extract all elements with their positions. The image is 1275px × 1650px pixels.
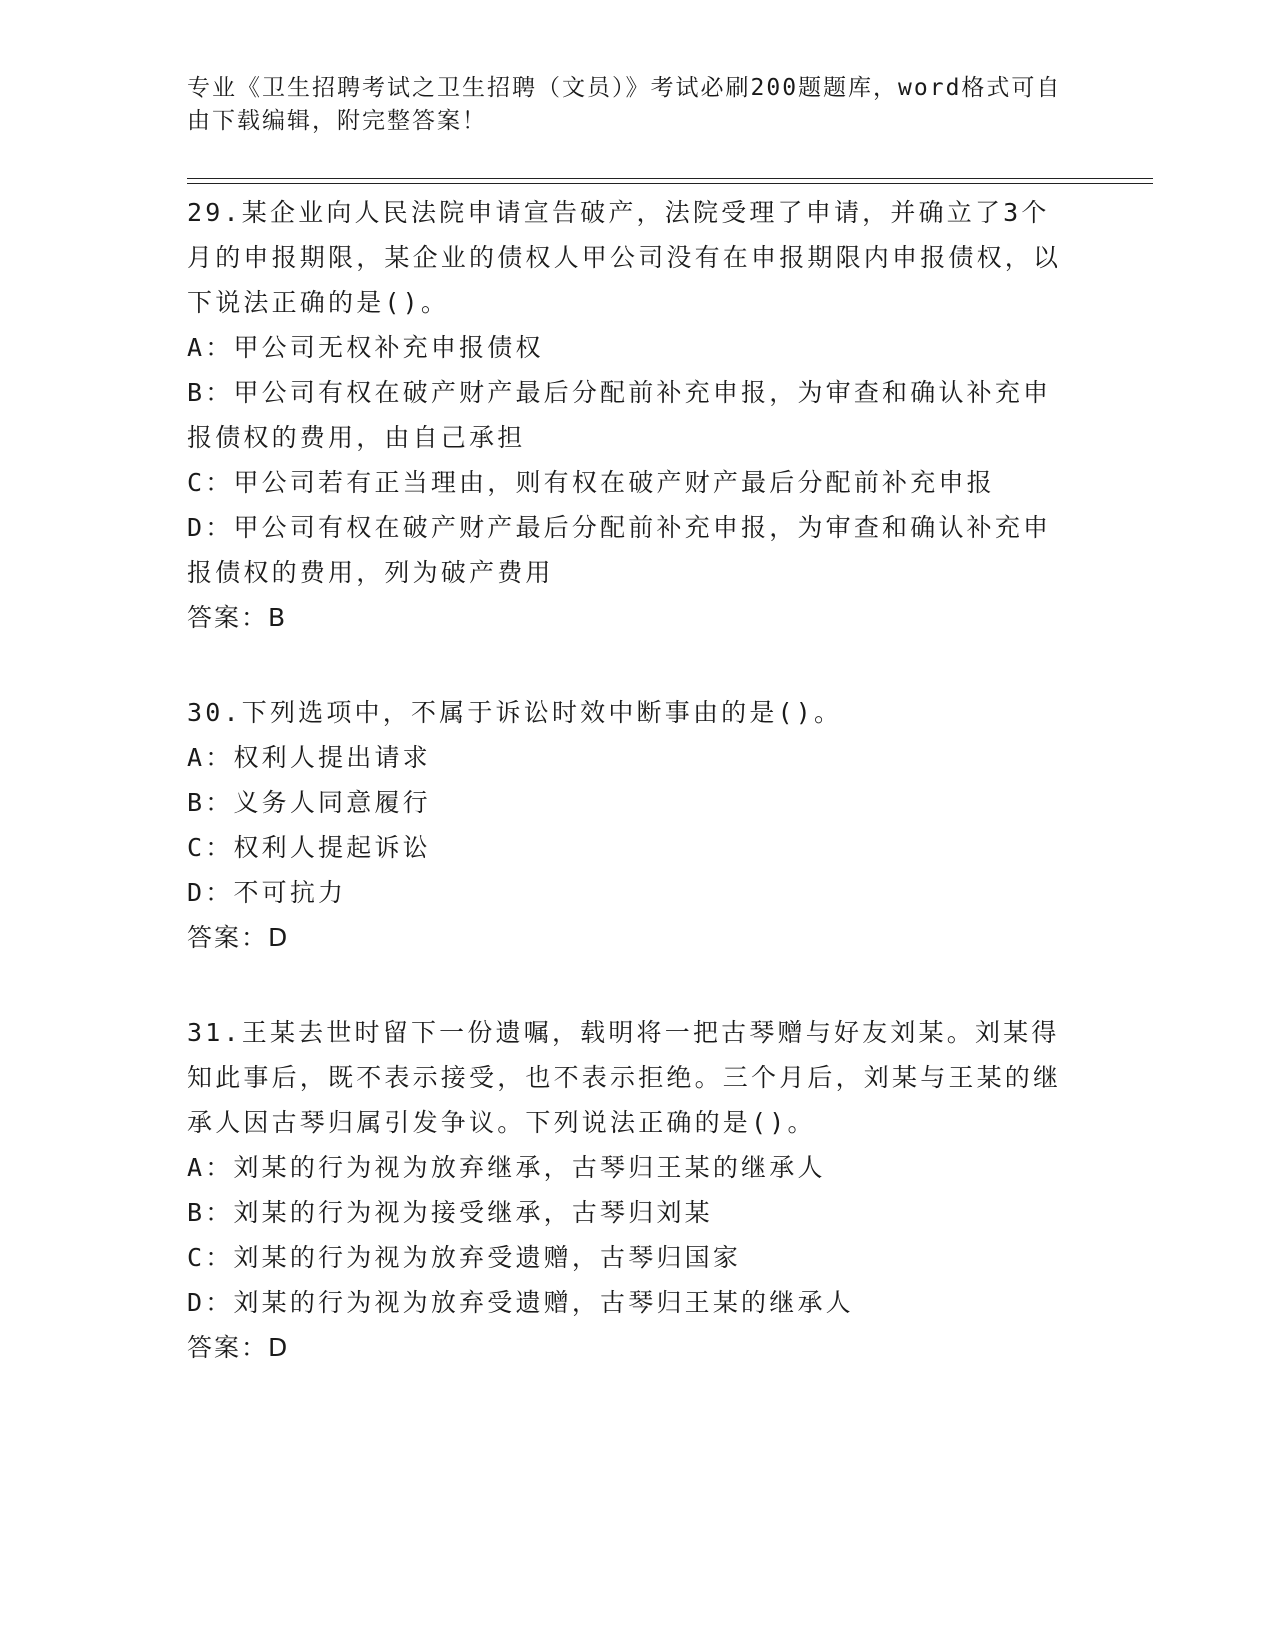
option-d: D：刘某的行为视为放弃受遗赠，古琴归王某的继承人: [187, 1288, 854, 1317]
answer: 答案：D: [187, 923, 290, 952]
document-header: 专业《卫生招聘考试之卫生招聘（文员）》考试必刷200题题库，word格式可自由下载编辑，附完整答案！: [187, 75, 1062, 134]
option-c: C：甲公司若有正当理由，则有权在破产财产最后分配前补充申报: [187, 468, 995, 497]
option-d: D：甲公司有权在破产财产最后分配前补充申报，为审查和确认补充申报债权的费用，列为破产费用: [187, 513, 1052, 587]
option-a: A：刘某的行为视为放弃继承，古琴归王某的继承人: [187, 1153, 826, 1182]
question-stem: 30.下列选项中，不属于诉讼时效中断事由的是()。: [187, 698, 843, 727]
question-stem: 31.王某去世时留下一份遗嘱，载明将一把古琴赠与好友刘某。刘某得知此事后，既不表示接受，也不表示拒绝。三个月后，刘某与王某的继承人因古琴归属引发争议。下列说法正确的是()。: [187, 1018, 1062, 1137]
option-a: A：甲公司无权补充申报债权: [187, 333, 544, 362]
answer: 答案：B: [187, 603, 288, 632]
question-30: [187, 690, 1077, 960]
option-b: B：甲公司有权在破产财产最后分配前补充申报，为审查和确认补充申报债权的费用，由自己承担: [187, 378, 1052, 452]
question-31: [187, 1010, 1077, 1370]
option-c: C：权利人提起诉讼: [187, 833, 431, 862]
header-rule-top: [187, 178, 1153, 179]
option-b: B：义务人同意履行: [187, 788, 431, 817]
option-c: C：刘某的行为视为放弃受遗赠，古琴归国家: [187, 1243, 742, 1272]
question-29: [187, 190, 1077, 640]
answer: 答案：D: [187, 1333, 290, 1362]
option-d: D：不可抗力: [187, 878, 347, 907]
header-rule-bottom: [187, 183, 1153, 184]
question-stem: 29.某企业向人民法院申请宣告破产，法院受理了申请，并确立了3个月的申报期限，某企业的债权人甲公司没有在申报期限内申报债权，以下说法正确的是()。: [187, 198, 1062, 317]
option-a: A：权利人提出请求: [187, 743, 431, 772]
option-b: B：刘某的行为视为接受继承，古琴归刘某: [187, 1198, 713, 1227]
